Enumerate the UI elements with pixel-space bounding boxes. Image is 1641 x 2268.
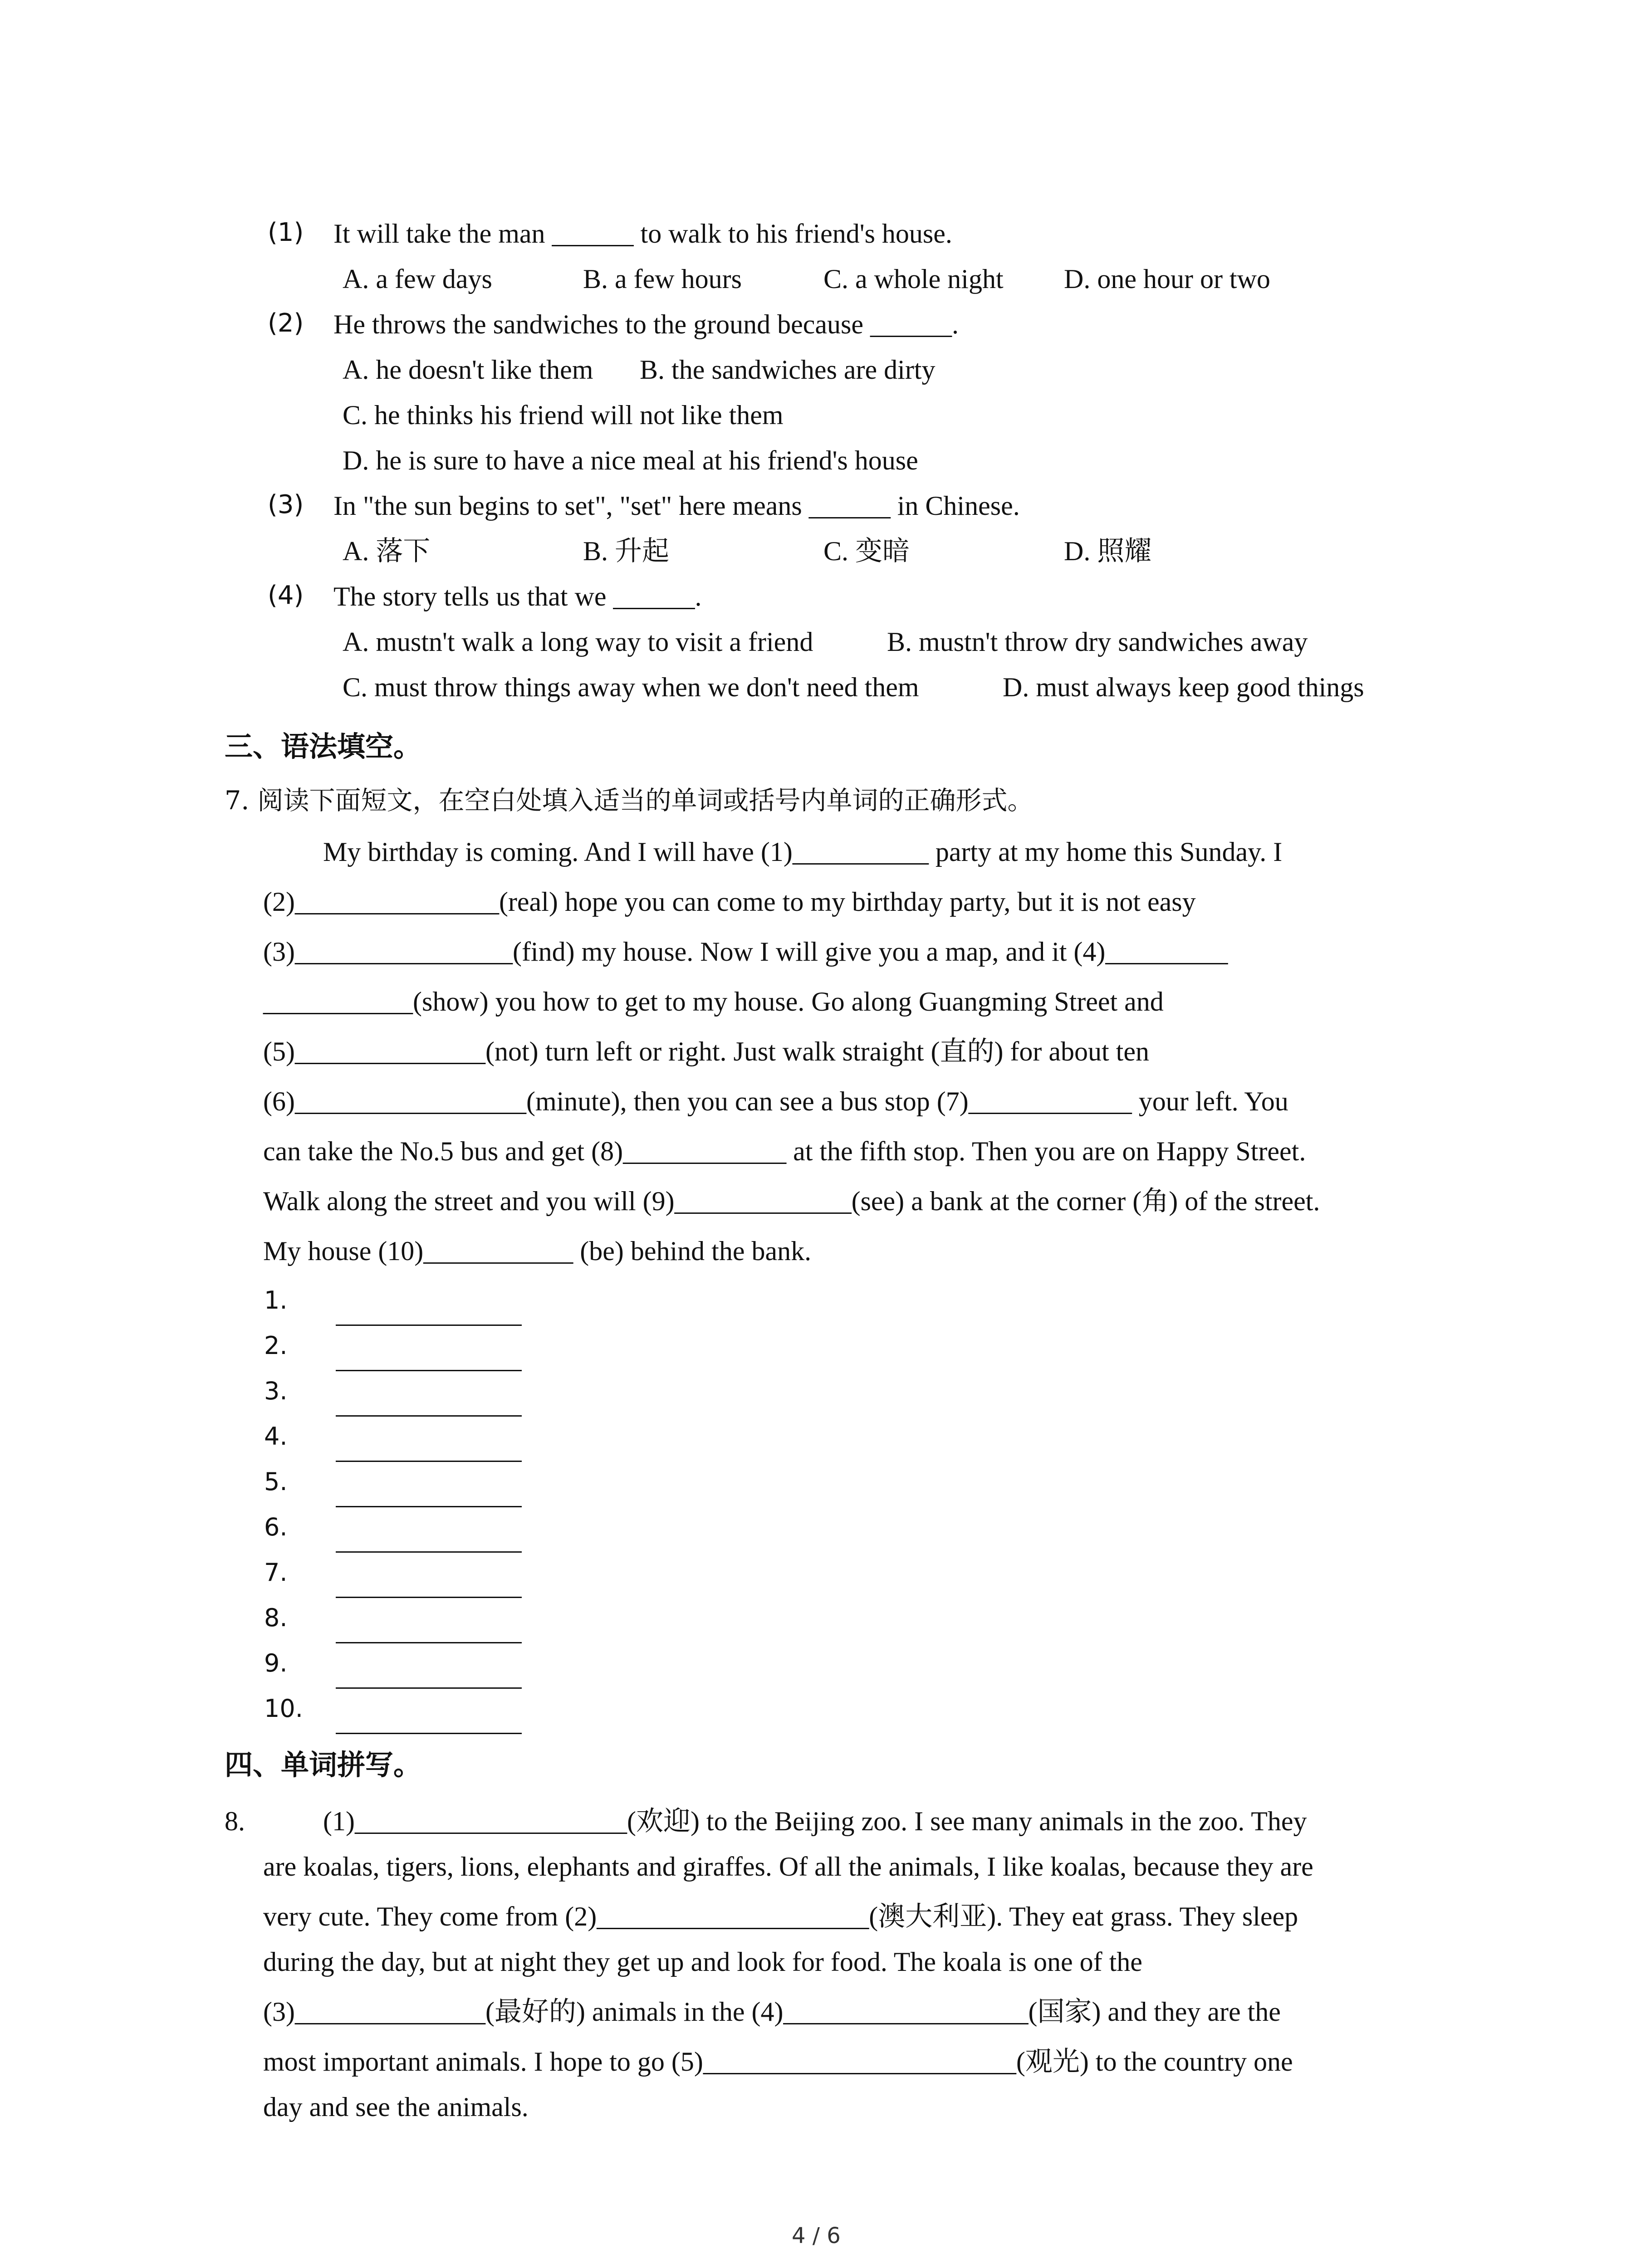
passage-7-line-6: (6)_________________(minute), then you can see a bus stop (7)____________ your left. You: [263, 1086, 1288, 1116]
answer-2-field[interactable]: [336, 1370, 522, 1371]
answer-4-number: 4.: [264, 1422, 288, 1451]
passage-7-line-8: Walk along the street and you will (9)_____________(see) a bank at the corner (角) of the street.: [263, 1186, 1320, 1216]
q6-item-2-option-d: D. he is sure to have a nice meal at his friend's house: [343, 445, 918, 475]
answer-5-number: 5.: [264, 1467, 288, 1496]
passage-7-line-5: (5)______________(not) turn left or right. Just walk straight (直的) for about ten: [263, 1036, 1149, 1066]
answer-7-field[interactable]: [336, 1597, 522, 1598]
passage-7-line-4: ___________(show) you how to get to my house. Go along Guangming Street and: [263, 987, 1164, 1017]
q6-item-2-option-a: A. he doesn't like them: [343, 355, 593, 385]
answer-9-field[interactable]: [336, 1687, 522, 1689]
q6-item-3-option-a: A. 落下: [343, 536, 431, 566]
answer-3-field[interactable]: [336, 1415, 522, 1417]
q6-item-4-option-a: A. mustn't walk a long way to visit a friend: [343, 627, 813, 657]
answer-8-field[interactable]: [336, 1642, 522, 1643]
answer-7-number: 7.: [264, 1558, 288, 1587]
q6-item-2-option-b: B. the sandwiches are dirty: [640, 355, 936, 385]
q6-item-1-option-c: C. a whole night: [823, 264, 1004, 294]
q6-item-1-option-d: D. one hour or two: [1064, 264, 1270, 294]
q6-item-4-option-b: B. mustn't throw dry sandwiches away: [887, 627, 1308, 657]
q6-item-3-option-c: C. 变暗: [823, 536, 910, 566]
passage-8-line-6: most important animals. I hope to go (5)_______________________(观光) to the country one: [263, 2047, 1293, 2077]
passage-8-line-1: (1)____________________(欢迎) to the Beijing zoo. I see many animals in the zoo. They: [323, 1806, 1307, 1836]
q6-item-2-number: (2): [268, 308, 304, 338]
q6-item-2-option-c: C. he thinks his friend will not like them: [343, 400, 784, 430]
q6-item-4-option-c: C. must throw things away when we don't need them: [343, 672, 919, 702]
answer-10-number: 10.: [264, 1694, 303, 1723]
passage-7-line-3: (3)________________(find) my house. Now I will give you a map, and it (4)_________: [263, 937, 1228, 967]
answer-2-number: 2.: [264, 1331, 288, 1360]
section-3-heading: 三、语法填空。: [225, 730, 422, 763]
q6-item-1-option-b: B. a few hours: [583, 264, 742, 294]
answer-6-field[interactable]: [336, 1551, 522, 1553]
q6-item-4-stem: The story tells us that we ______.: [333, 582, 702, 611]
answer-4-field[interactable]: [336, 1461, 522, 1462]
answer-5-field[interactable]: [336, 1506, 522, 1507]
passage-8-line-2: are koalas, tigers, lions, elephants and giraffes. Of all the animals, I like koalas, because they are: [263, 1852, 1313, 1882]
passage-8-line-3: very cute. They come from (2)____________________(澳大利亚). They eat grass. They sleep: [263, 1901, 1298, 1931]
q6-item-4-option-d: D. must always keep good things: [1003, 672, 1364, 702]
answer-1-field[interactable]: [336, 1325, 522, 1326]
q6-item-1-number: (1): [268, 218, 304, 247]
q6-item-1-stem: It will take the man ______ to walk to his friend's house.: [333, 219, 952, 249]
passage-7-line-1: My birthday is coming. And I will have (1)__________ party at my home this Sunday. I: [323, 837, 1283, 867]
page-number: 4 / 6: [792, 2223, 841, 2248]
q6-item-4-number: (4): [268, 581, 304, 610]
answer-3-number: 3.: [264, 1377, 288, 1405]
q6-item-3-stem: In "the sun begins to set", "set" here means ______ in Chinese.: [333, 491, 1020, 521]
passage-7-line-7: can take the No.5 bus and get (8)____________ at the fifth stop. Then you are on Happy Street.: [263, 1136, 1306, 1166]
passage-8-line-7: day and see the animals.: [263, 2092, 529, 2122]
q6-item-1-option-a: A. a few days: [343, 264, 492, 294]
section-4-heading: 四、单词拼写。: [225, 1748, 422, 1781]
question-8-number: 8.: [225, 1806, 245, 1836]
q6-item-2-stem: He throws the sandwiches to the ground because ______.: [333, 309, 959, 339]
passage-8-line-5: (3)______________(最好的) animals in the (4)__________________(国家) and they are the: [263, 1997, 1281, 2027]
passage-7-line-9: My house (10)___________ (be) behind the bank.: [263, 1236, 812, 1266]
passage-7-line-2: (2)_______________(real) hope you can come to my birthday party, but it is not easy: [263, 887, 1196, 917]
passage-8-line-4: during the day, but at night they get up and look for food. The koala is one of the: [263, 1947, 1142, 1977]
answer-8-number: 8.: [264, 1603, 288, 1632]
answer-6-number: 6.: [264, 1513, 288, 1541]
q6-item-3-option-b: B. 升起: [583, 536, 670, 566]
question-7-instruction: 7. 阅读下面短文，在空白处填入适当的单词或括号内单词的正确形式。: [225, 786, 1034, 816]
answer-10-field[interactable]: [336, 1733, 522, 1734]
q6-item-3-option-d: D. 照耀: [1064, 536, 1152, 566]
q6-item-3-number: (3): [268, 490, 304, 519]
answer-1-number: 1.: [264, 1286, 288, 1315]
answer-9-number: 9.: [264, 1649, 288, 1677]
